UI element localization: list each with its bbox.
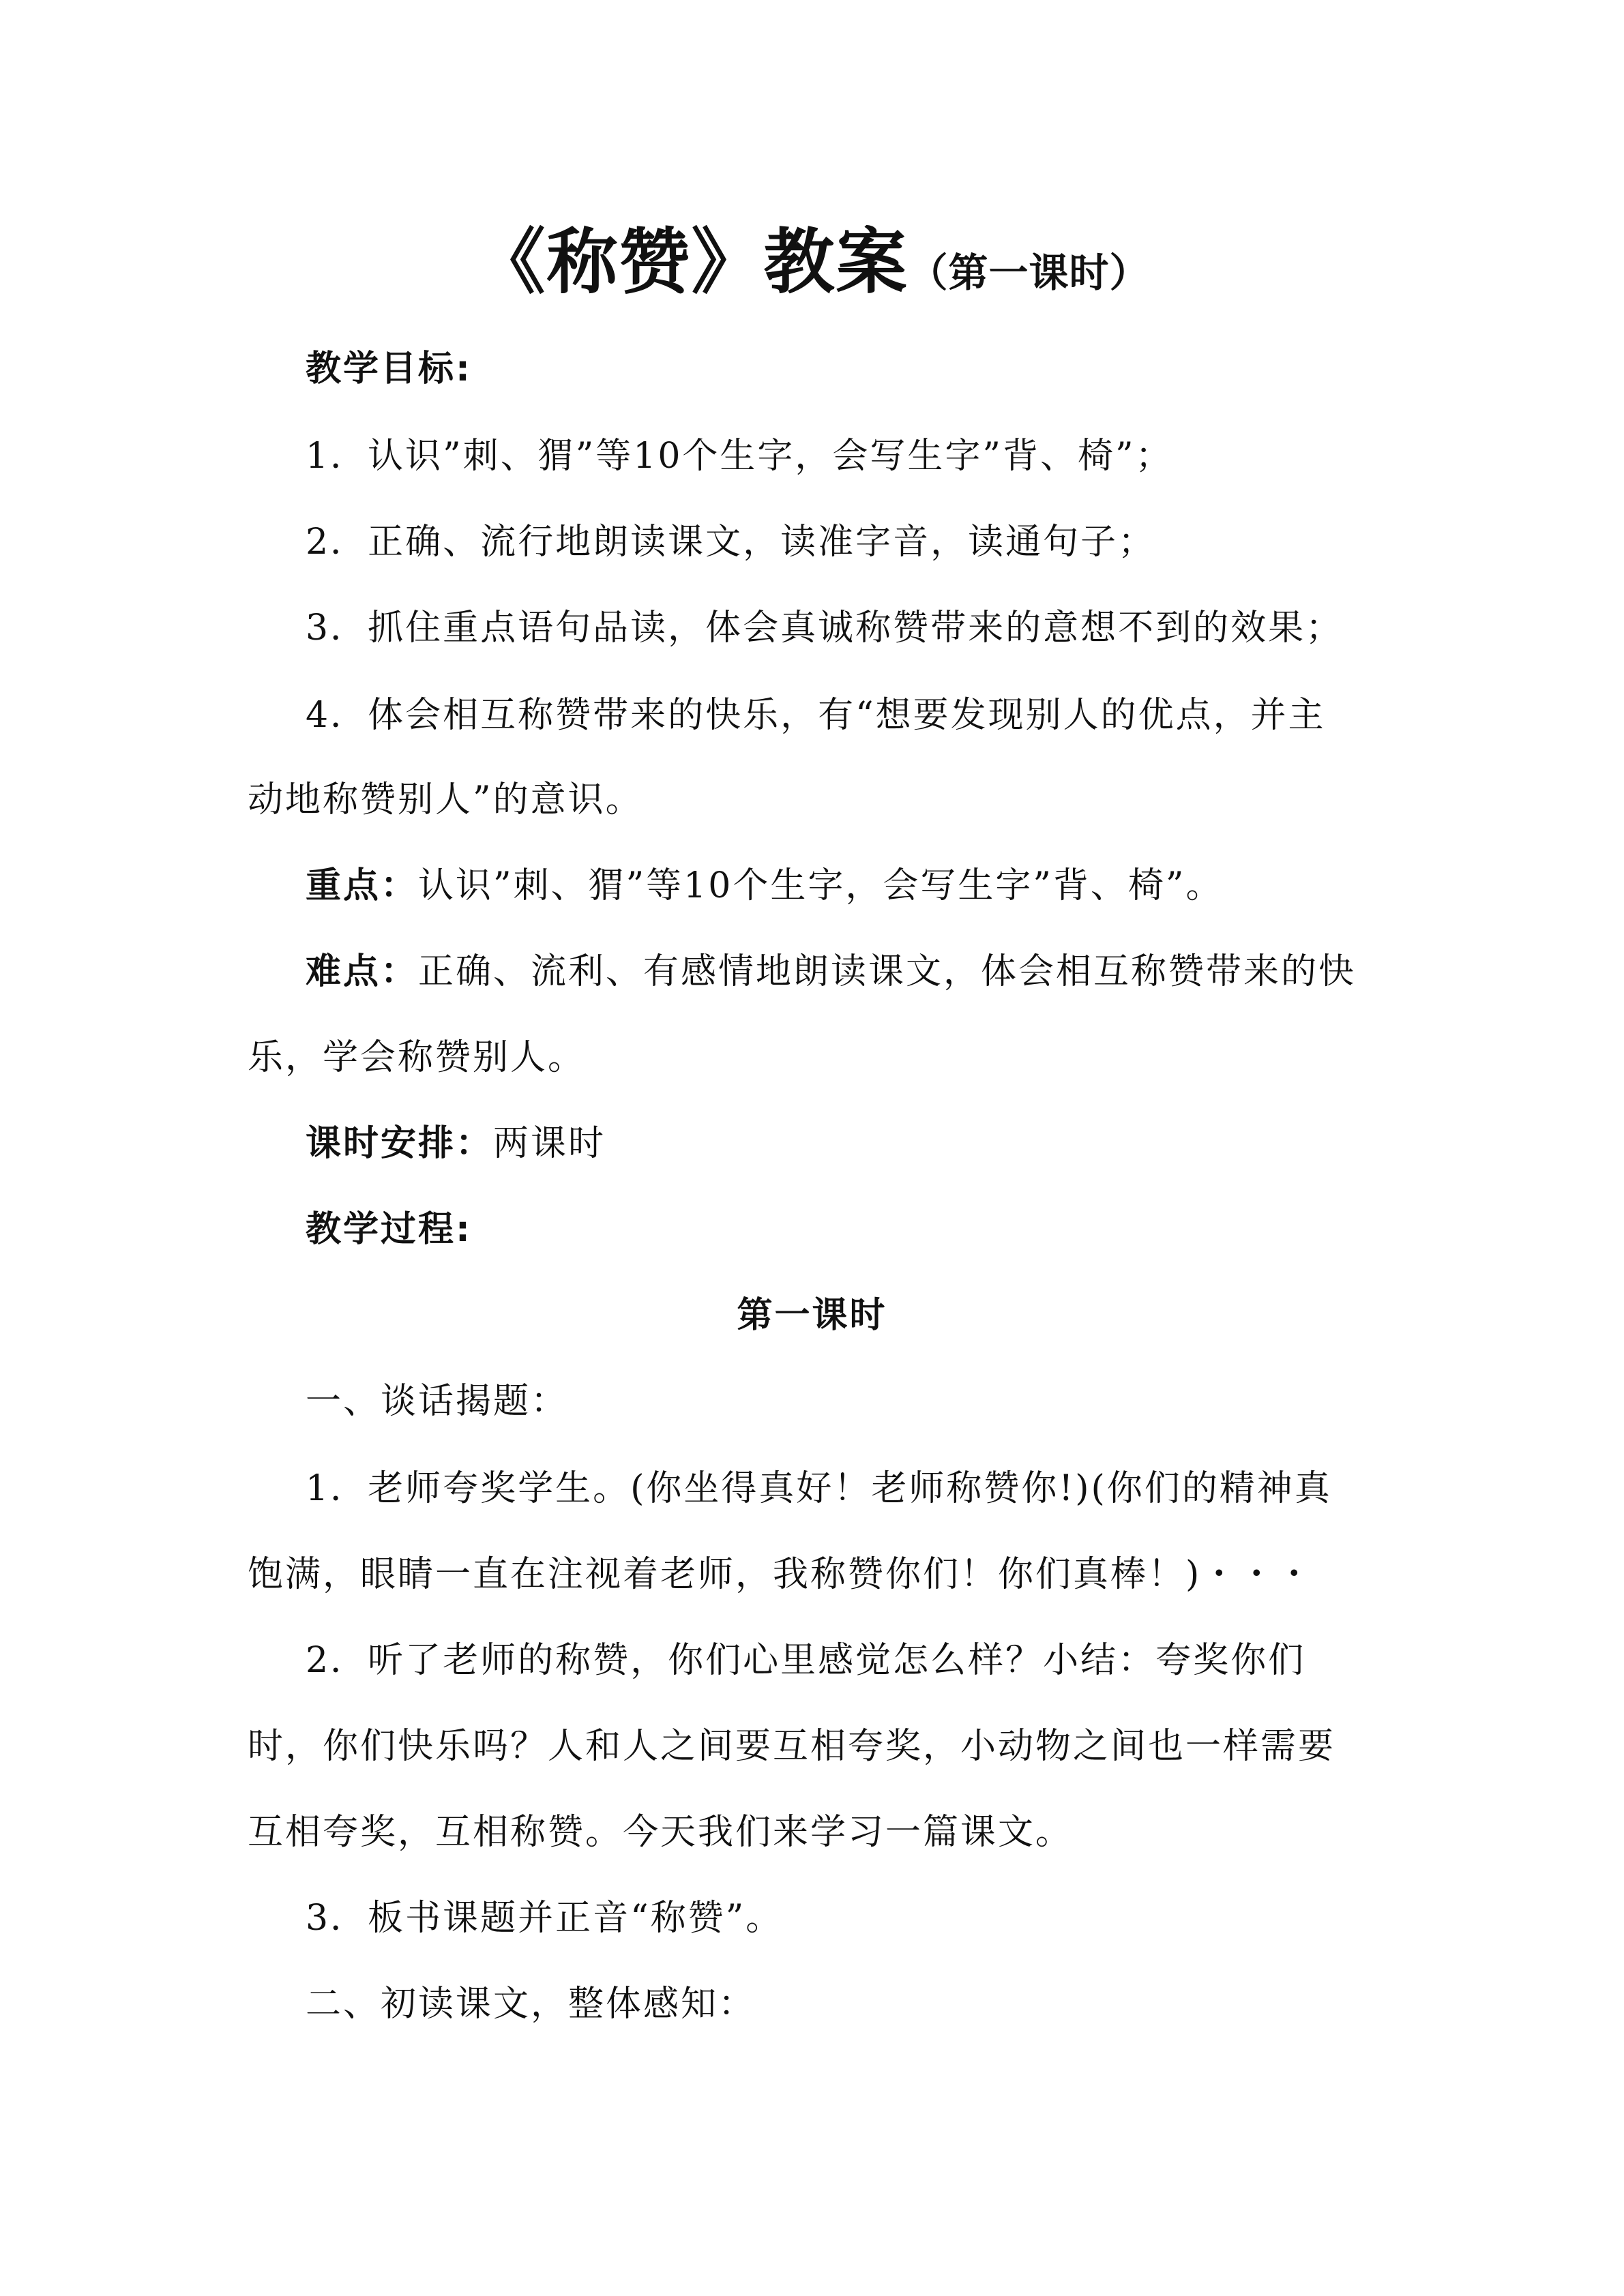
schedule-text: 两课时: [493, 1123, 606, 1164]
key-point: [306, 865, 1224, 907]
difficulty: [306, 951, 1356, 993]
section-1-item-2-line-2: 时，你们快乐吗？人和人之间要互相夸奖，小动物之间也一样需要: [248, 1726, 1336, 1767]
difficulty-text-line-1: 正确、流利、有感情地朗读课文，体会相互称赞带来的快: [418, 951, 1357, 992]
objectives-heading: 教学目标:: [306, 348, 472, 389]
title-subtitle: （第一课时）: [908, 250, 1150, 296]
section-1-item-1-line-1: 1．老师夸奖学生。(你坐得真好！老师称赞你!)(你们的精神真: [306, 1468, 1332, 1509]
schedule-label: 课时安排：: [306, 1123, 494, 1164]
key-point-label: 重点：: [306, 865, 419, 906]
difficulty-text-line-2: 乐，学会称赞别人。: [248, 1037, 586, 1078]
difficulty-label: 难点：: [306, 951, 419, 992]
key-point-text: 认识”刺、猬”等10个生字，会写生字”背、椅”。: [418, 865, 1224, 906]
title-main: 《称赞》教案: [474, 220, 909, 303]
section-1-item-1-line-2: 饱满，眼睛一直在注视着老师，我称赞你们！你们真棒！)・・・: [248, 1554, 1314, 1595]
objective-item-2: 2．正确、流行地朗读课文，读准字音，读通句子；: [306, 522, 1156, 563]
section-2-heading: 二、初读课文，整体感知：: [306, 1984, 756, 2025]
document-title: [0, 205, 1624, 307]
lesson-title: 第一课时: [737, 1295, 887, 1336]
section-1-heading: 一、谈话揭题：: [306, 1381, 569, 1422]
section-1-item-2-line-1: 2．听了老师的称赞，你们心里感觉怎么样？小结：夸奖你们: [306, 1640, 1306, 1681]
objective-item-4-line-1: 4．体会相互称赞带来的快乐，有“想要发现别人的优点，并主: [306, 695, 1326, 736]
objective-item-4-line-2: 动地称赞别人”的意识。: [248, 779, 643, 820]
objective-item-3: 3．抓住重点语句品读，体会真诚称赞带来的意想不到的效果；: [306, 608, 1344, 648]
section-1-item-3: 3．板书课题并正音“称赞”。: [306, 1898, 784, 1939]
section-1-item-2-line-3: 互相夸奖，互相称赞。今天我们来学习一篇课文。: [248, 1812, 1074, 1853]
objective-item-1: 1．认识”刺、猬”等10个生字，会写生字”背、椅”；: [306, 436, 1173, 477]
schedule: [306, 1122, 606, 1165]
process-heading: 教学过程:: [306, 1209, 472, 1250]
